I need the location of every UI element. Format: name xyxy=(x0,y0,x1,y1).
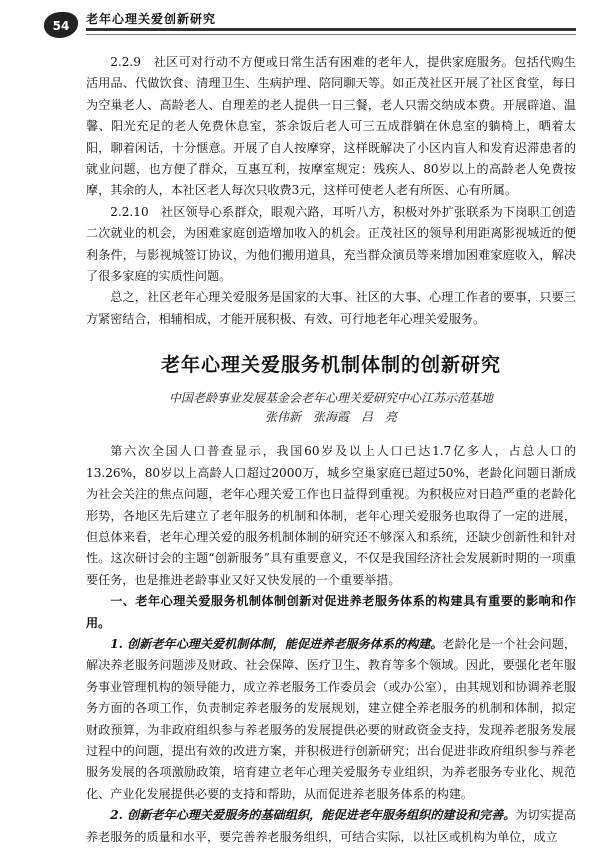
running-title: 老年心理关爱创新研究 xyxy=(86,12,217,26)
point-2-body: 为切实提高养老服务的质量和水平，要完善养老服务组织，可结合实际，以社区或机构为单位，成立 xyxy=(86,808,576,844)
point-2-heading: 2. 创新老年心理关爱服务的基础组织，能促进老年服务组织的建设和完善。 xyxy=(110,808,516,823)
point-2-paragraph xyxy=(86,805,576,848)
section-1-heading: 一、老年心理关爱服务机制体制创新对促进养老服务体系的构建具有重要的影响和作用。 xyxy=(86,594,576,630)
header-rule-thin xyxy=(86,34,576,35)
header-rule xyxy=(86,28,576,31)
intro-paragraph: 第六次全国人口普查显示，我国60岁及以上人口已达1.7亿多人，占总人口的13.26%，80岁以上高龄人口超过2000万，城乡空巢家庭已超过50%，老龄化问题日渐成为社会关注的焦点问题，老年心理关爱工作也日益得到重视。为积极应对日趋严重的老龄化形势，各地区先后建立了老年服务的机制和体制，老年心理关爱服务也取得了一定的进展，但总体来看，老年心理关爱的服务机制体制的研究还不够深入和系统，还缺少创新性和针对性。这次研讨会的主题“创新服务”具有重要意义，不仅是我国经济社会发展新时期的一项重要任务，也是推进老龄事业又好又快发展的一个重要举措。 xyxy=(86,444,576,587)
author-names: 张伟新 张海霞 吕 亮 xyxy=(264,410,397,425)
running-header xyxy=(0,0,600,44)
article-title: 老年心理关爱服务机制体制的创新研究 xyxy=(160,354,501,377)
paragraph-2-2-9: 2.2.9 社区可对行动不方便或日常生活有困难的老年人，提供家庭服务。包括代购生活用品、代做饮食、清理卫生、生病护理、陪同聊天等。如正茂社区开展了社区食堂，每日为空巢老人、高龄老人、自理差的老人提供一日三餐，老人只需交纳成本费。开展辟道、温馨、阳光充足的老人免费休息室，茶余饭后老人可三五成群躺在休息室的躺椅上，晒着太阳，聊着闲话，十分惬意。开展了自人按摩穿，这样既解决了小区内盲人和发育迟滞患者的就业问题，也方便了群众，互惠互利，按摩室规定：残疾人、80岁以上的高龄老人免费按摩，其余的人，本社区老人每次只收费3元，这样可使老人老有所医、心有所属。 xyxy=(86,55,576,198)
paragraph-2-2-10: 2.2.10 社区领导心系群众，眼观六路，耳听八方，积极对外扩张联系为下岗职工创造二次就业的机会，为困难家庭创造增加收入的机会。正茂社区的领导利用距离影视城近的便利条件，与影视城签订协议，为他们搬用道具，充当群众演员等来增加困难家庭收入，解决了很多家庭的实质性问题。 xyxy=(86,204,576,284)
point-1-heading: 1. 创新老年心理关爱机制体制，能促进养老服务体系的构建。 xyxy=(110,636,443,651)
author-affiliation: 中国老龄事业发展基金会老年心理关爱研究中心江苏示范基地 xyxy=(168,391,493,406)
point-1-paragraph xyxy=(86,634,576,805)
page-number-badge: 54 xyxy=(44,12,78,38)
point-1-body: 老龄化是一个社会问题，解决养老服务问题涉及财政、社会保障、医疗卫生、教育等多个领域。因此，要强化老年服务事业管理机构的领导能力，成立养老服务工作委员会（或办公室），由其规划和协调养老服务方面的各项工作，负责制定养老服务的发展规划，建立健全养老服务的机制和体制，拟定财政预算，为非政府组织参与养老服务的发展提供必要的财政资金支持，发现养老服务发展过程中的问题，提出有效的改进方案，并积极进行创新研究；出台促进非政府组织参与养老服务发展的各项激励政策，培育建立老年心理关爱服务专业组织，为养老服务专业化、规范化、产业化发展提供必要的支持和帮助，从而促进养老服务体系的构建。 xyxy=(86,636,576,801)
summary-paragraph: 总之，社区老年心理关爱服务是国家的大事、社区的大事、心理工作者的要事，只要三方紧密结合，相辅相成，才能开展积极、有效、可行地老年心理关爱服务。 xyxy=(86,290,576,326)
page-body xyxy=(86,52,576,848)
